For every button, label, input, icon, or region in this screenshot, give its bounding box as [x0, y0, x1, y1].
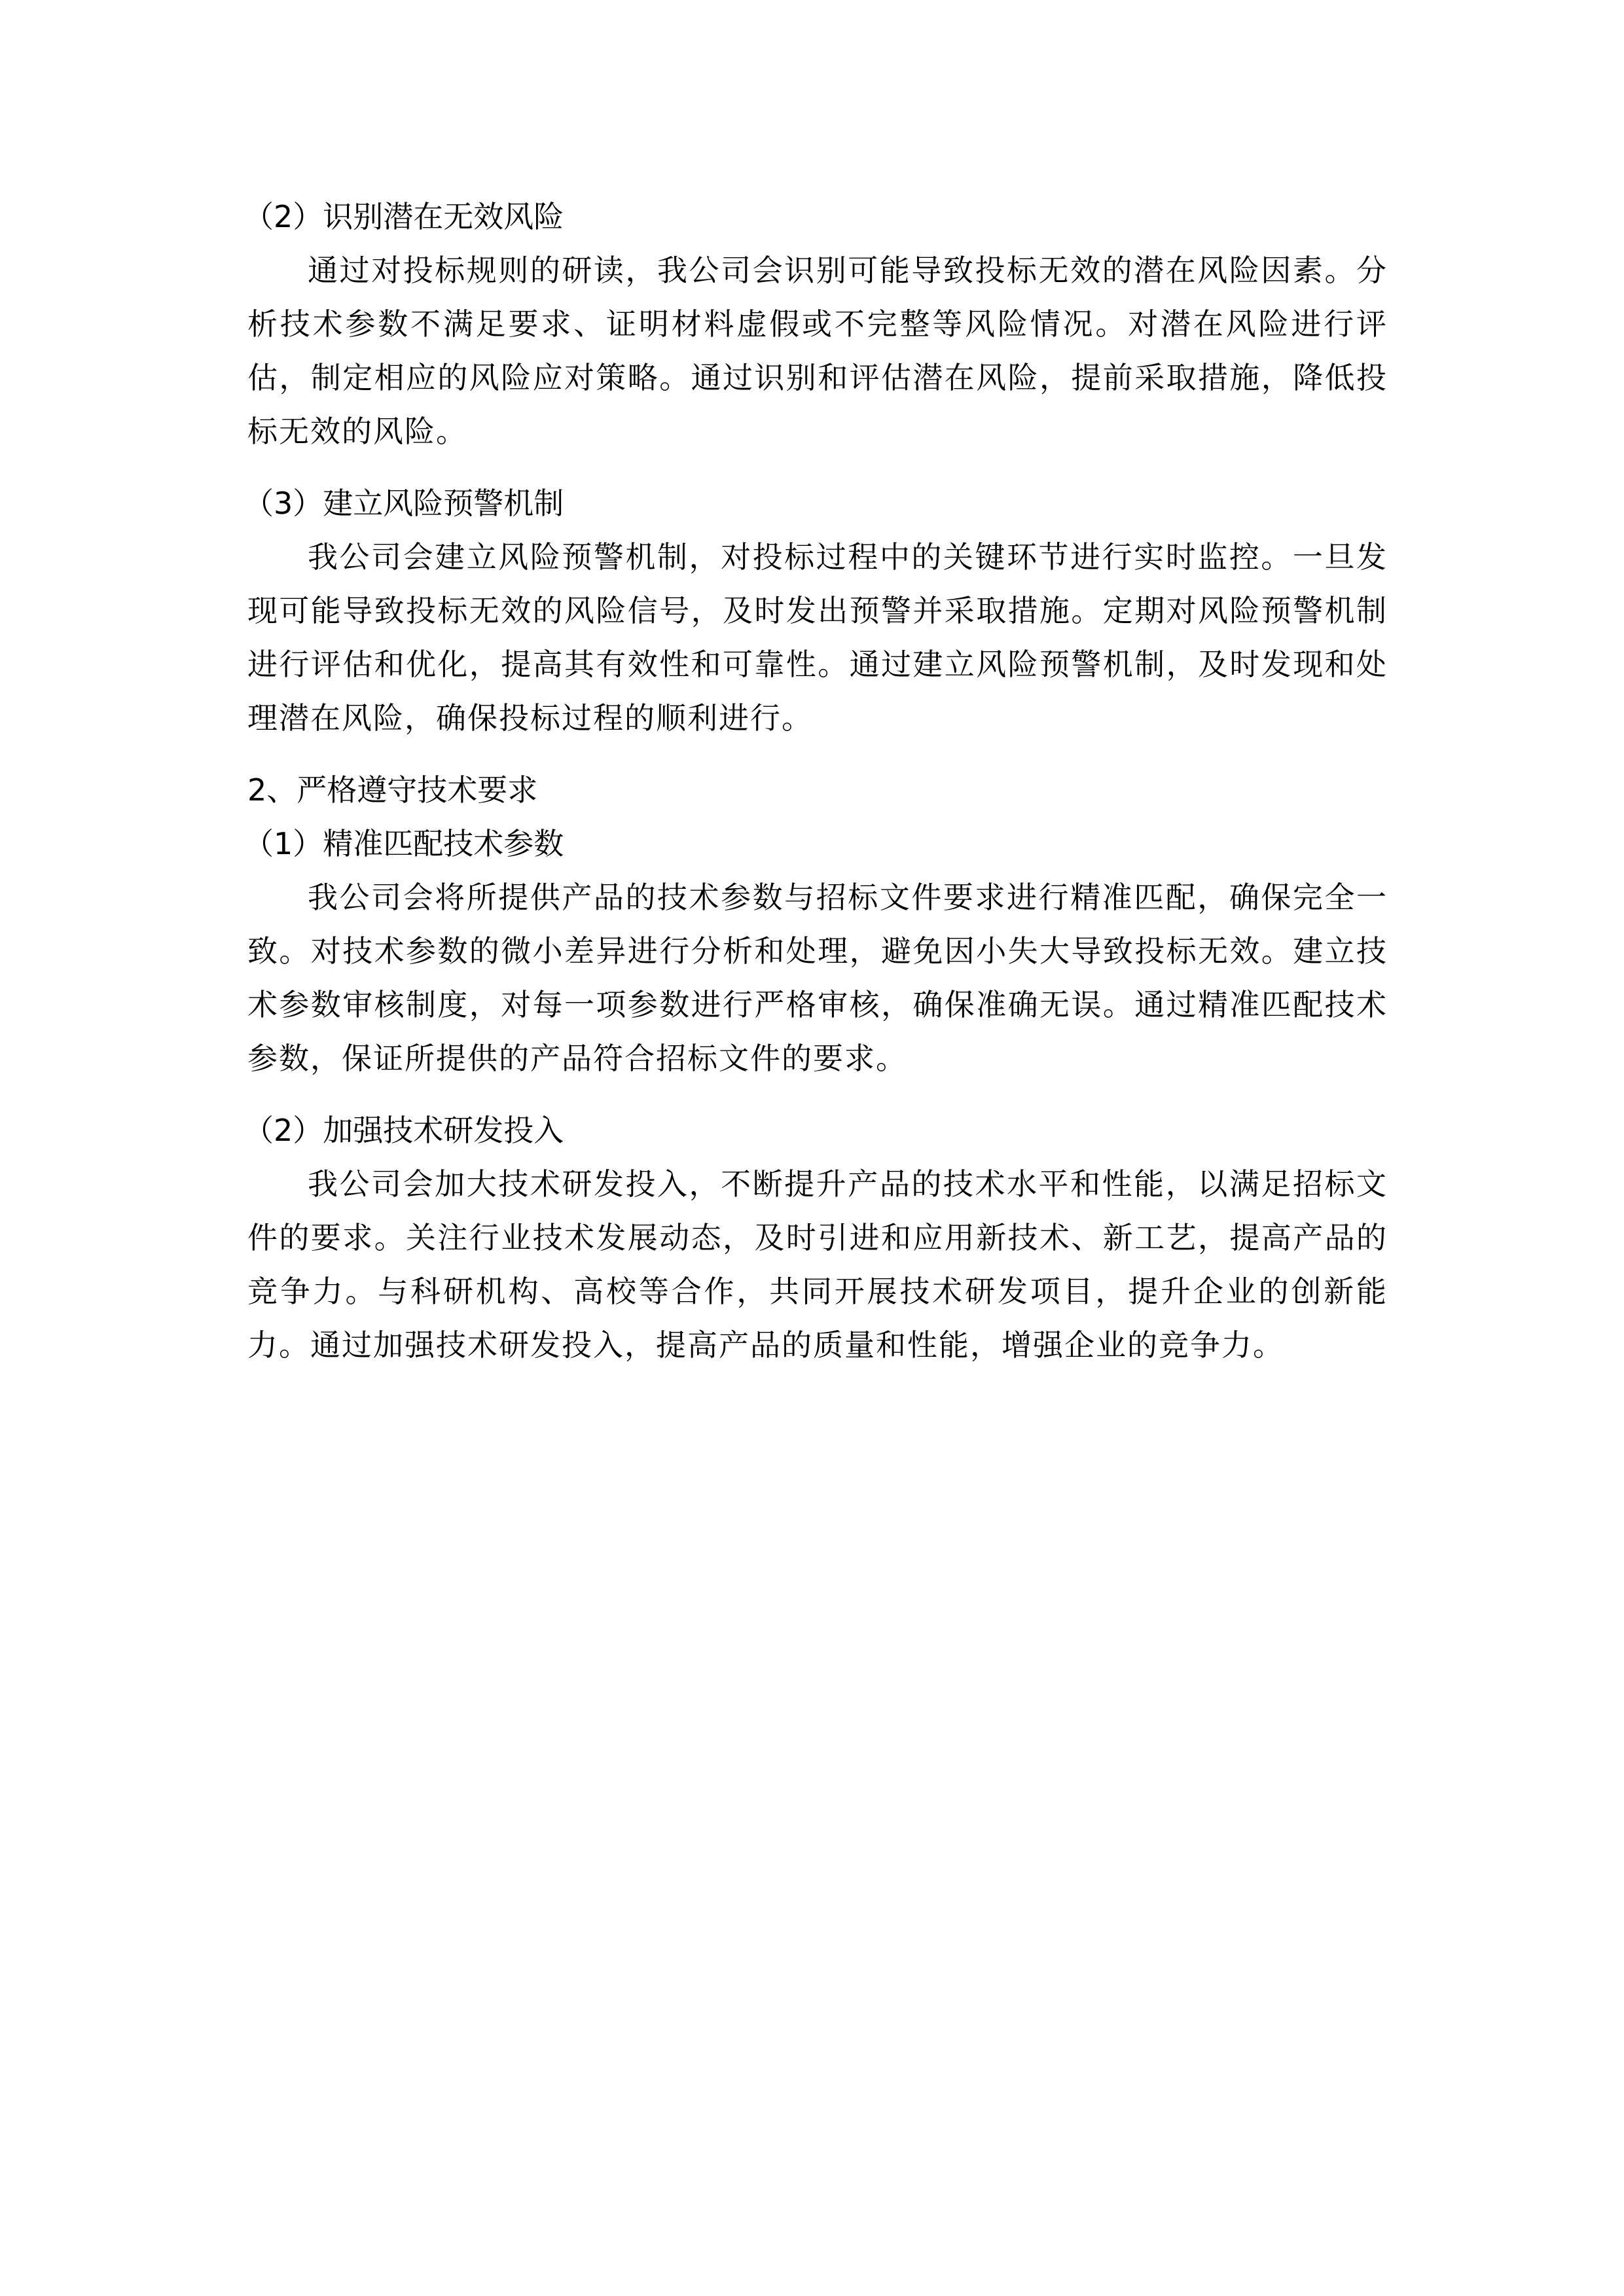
paragraph-match-parameters: 我公司会将所提供产品的技术参数与招标文件要求进行精准匹配，确保完全一致。对技术参数的微小差异进行分析和处理，避免因小失大导致投标无效。建立技术参数审核制度，对每一项参数进行严格审核，确保准确无误。通过精准匹配技术参数，保证所提供的产品符合招标文件的要求。: [247, 880, 1388, 1076]
main-heading-technical-requirements: 2、严格遵守技术要求: [247, 772, 538, 808]
spacer: [247, 1085, 1388, 1103]
paragraph-rd-investment: 我公司会加大技术研发投入，不断提升产品的技术水平和性能，以满足招标文件的要求。关注行业技术发展动态，及时引进和应用新技术、新工艺，提高产品的竞争力。与科研机构、高校等合作，共同开展技术研发项目，提升企业的创新能力。通过加强技术研发投入，提高产品的质量和性能，增强企业的竞争力。: [247, 1166, 1388, 1363]
section-heading-identify-risk: （2）识别潜在无效风险: [244, 199, 564, 234]
section-heading-match-parameters: （1）精准匹配技术参数: [244, 826, 564, 861]
section-heading-risk-warning: （3）建立风险预警机制: [244, 486, 564, 521]
section-heading-rd-investment: （2）加强技术研发投入: [244, 1113, 564, 1148]
paragraph-risk-warning: 我公司会建立风险预警机制，对投标过程中的关键环节进行实时监控。一旦发现可能导致投标无效的风险信号，及时发出预警并采取措施。定期对风险预警机制进行评估和优化，提高其有效性和可靠性。通过建立风险预警机制，及时发现和处理潜在风险，确保投标过程的顺利进行。: [247, 539, 1388, 736]
spacer: [247, 745, 1388, 763]
paragraph-identify-risk: 通过对投标规则的研读，我公司会识别可能导致投标无效的潜在风险因素。分析技术参数不满足要求、证明材料虚假或不完整等风险情况。对潜在风险进行评估，制定相应的风险应对策略。通过识别和评估潜在风险，提前采取措施，降低投标无效的风险。: [247, 253, 1388, 449]
spacer: [247, 458, 1388, 476]
document-content: [244, 190, 1388, 1372]
